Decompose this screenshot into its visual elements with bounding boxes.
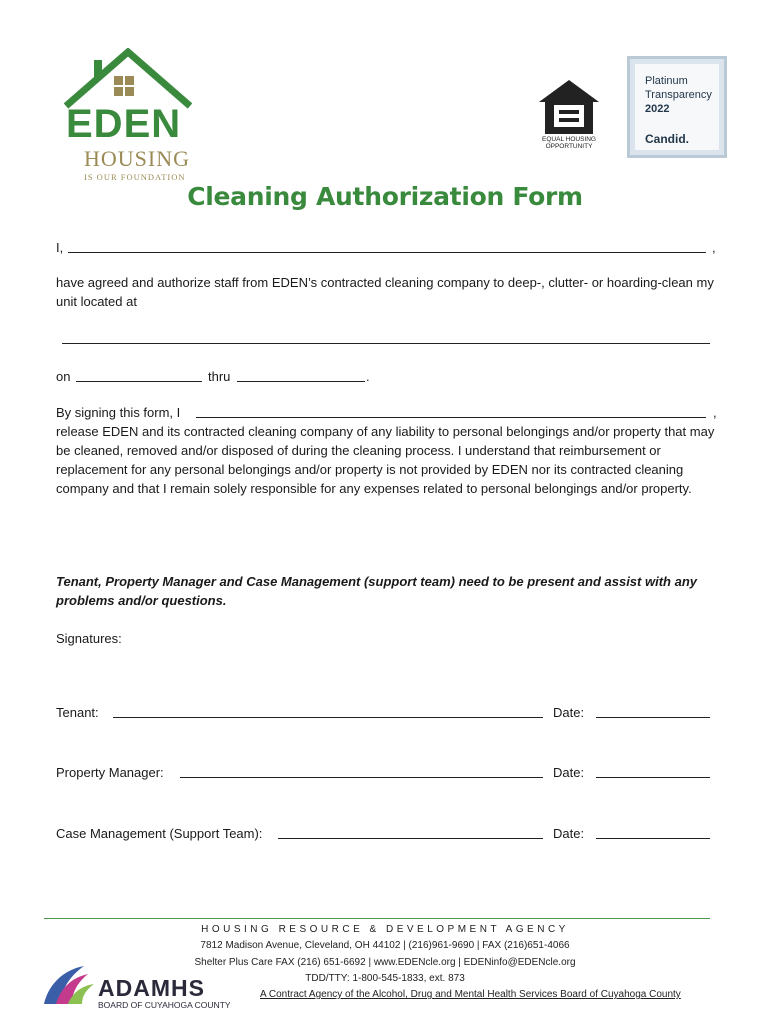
footer-shelter: Shelter Plus Care FAX (216) 651-6692 | www.EDENcle.org | EDENinfo@EDENcle.org xyxy=(194,957,576,968)
address-field[interactable] xyxy=(62,343,710,344)
cm-date-label: Date: xyxy=(553,826,585,841)
start-date-field[interactable] xyxy=(76,381,202,382)
tenant-signature-field[interactable] xyxy=(113,717,543,718)
period: . xyxy=(366,369,370,384)
logo-tagline: IS OUR FOUNDATION xyxy=(84,172,186,182)
cm-label: Case Management (Support Team): xyxy=(56,826,263,841)
footer-agency: HOUSING RESOURCE & DEVELOPMENT AGENCY xyxy=(201,924,569,935)
seal-line-2: Transparency xyxy=(645,89,712,101)
i-prefix: I, xyxy=(56,240,64,255)
tenant-label: Tenant: xyxy=(56,705,99,720)
team-note: Tenant, Property Manager and Case Management (support team) need to be present and assist with any problems and/or questions. xyxy=(56,574,697,608)
name-comma: , xyxy=(712,240,716,255)
signing-prefix: By signing this form, I xyxy=(56,405,181,420)
candid-seal xyxy=(627,56,727,158)
agree-text: have agreed and authorize staff from EDEN’s contracted cleaning company to deep-, clutter- or hoarding-clean my unit located at xyxy=(56,275,714,309)
cm-signature-field[interactable] xyxy=(278,838,543,839)
form-title: Cleaning Authorization Form xyxy=(187,182,583,211)
cm-date-field[interactable] xyxy=(596,838,710,839)
signer-comma: , xyxy=(713,405,717,420)
tenant-date-label: Date: xyxy=(553,705,585,720)
tenant-date-field[interactable] xyxy=(596,717,710,718)
on-label: on xyxy=(56,369,71,384)
seal-line-4: Candid. xyxy=(645,132,689,146)
eden-logo xyxy=(62,48,197,183)
name-field[interactable] xyxy=(68,252,706,253)
end-date-field[interactable] xyxy=(237,381,365,382)
pm-label: Property Manager: xyxy=(56,765,164,780)
thru-label: thru xyxy=(208,369,231,384)
equal-housing-text: EQUAL HOUSING OPPORTUNITY xyxy=(542,136,596,150)
logo-housing: HOUSING xyxy=(84,146,190,171)
footer-divider xyxy=(44,918,710,919)
footer-tdd: TDD/TTY: 1-800-545-1833, ext. 873 xyxy=(305,973,465,984)
footer-contract-link[interactable]: A Contract Agency of the Alcohol, Drug and Mental Health Services Board of Cuyahoga County xyxy=(260,989,681,1000)
footer-address: 7812 Madison Avenue, Cleveland, OH 44102 | (216)961-9690 | FAX (216)651-4066 xyxy=(200,940,570,951)
release-text: release EDEN and its contracted cleaning company of any liability to personal belongings and/or property that may be cleaned, removed and/or disposed of during the cleaning process. I understand that reimbursement or replacement for any personal belongings and/or property is not provided by EDEN nor its contracted cleaning company and that I remain solely responsible for any expenses related to personal belongings and/or property. xyxy=(56,424,715,496)
seal-line-1: Platinum xyxy=(645,75,688,87)
adamhs-name: ADAMHS xyxy=(98,975,205,1001)
equal-housing-icon xyxy=(537,78,601,136)
signatures-label: Signatures: xyxy=(56,631,122,646)
seal-line-3: 2022 xyxy=(645,103,670,115)
adamhs-sub: BOARD OF CUYAHOGA COUNTY xyxy=(98,1000,231,1010)
pm-signature-field[interactable] xyxy=(180,777,543,778)
signer-name-field[interactable] xyxy=(196,417,706,418)
pm-date-label: Date: xyxy=(553,765,585,780)
logo-word: EDEN xyxy=(66,102,182,146)
adamhs-swirl-icon xyxy=(40,964,96,1006)
pm-date-field[interactable] xyxy=(596,777,710,778)
